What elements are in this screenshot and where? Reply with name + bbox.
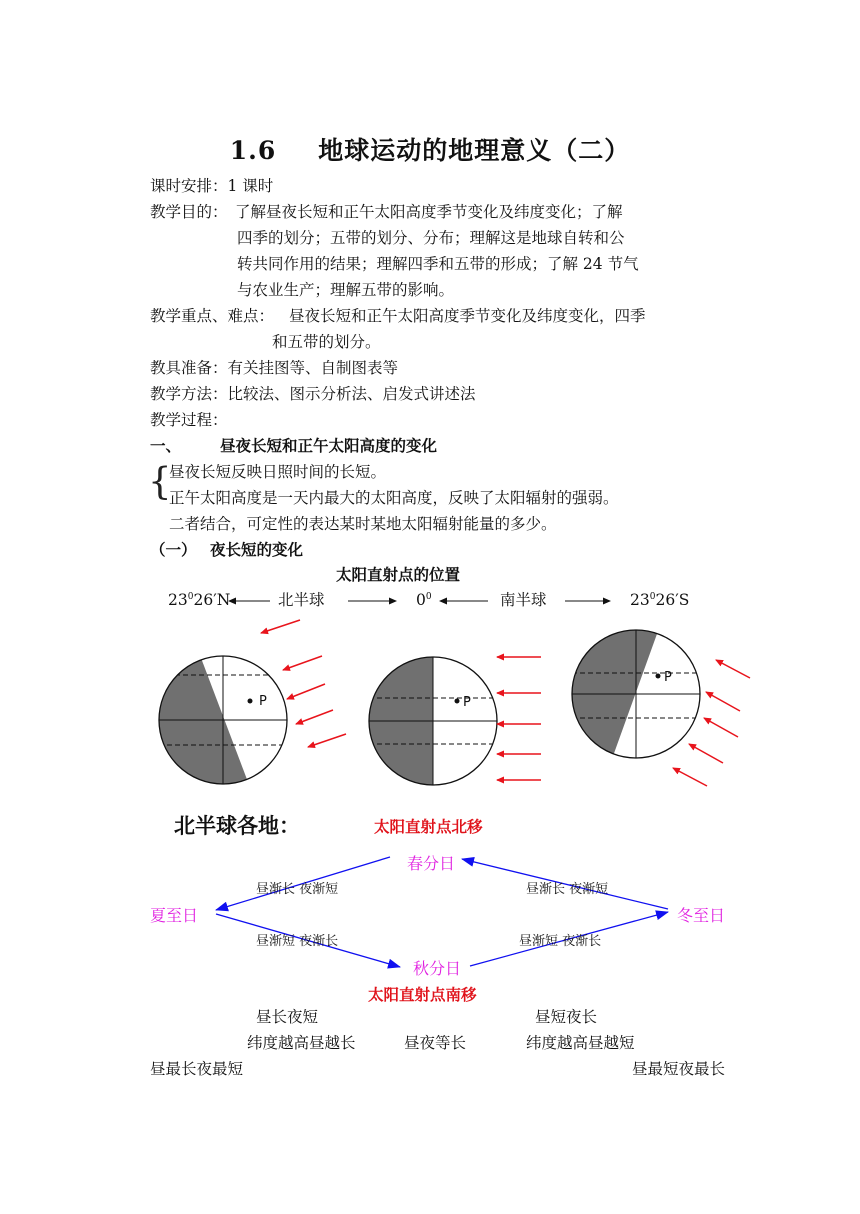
higher-latitude-longer-day: 纬度越高昼越长 <box>247 1034 356 1052</box>
point-p-globe2: P <box>463 695 471 710</box>
shortest-day-longest-night: 昼最短夜最长 <box>632 1060 726 1078</box>
sun-moves-north: 太阳直射点北移 <box>374 818 483 836</box>
sun-rays-equinox <box>497 657 541 780</box>
methods-line: 教学方法：比较法、图示分析法、启发式讲述法 <box>150 385 476 403</box>
objectives-line-4: 与农业生产；理解五带的影响。 <box>237 281 455 299</box>
brace-item-2: 正午太阳高度是一天内最大的太阳高度，反映了太阳辐射的强弱。 <box>169 489 619 507</box>
long-day-short-night: 昼长夜短 <box>256 1008 319 1026</box>
objectives-line-3: 转共同作用的结果；理解四季和五带的形成；了解 24 节气 <box>237 255 639 273</box>
autumn-to-winter-label: 昼渐短 夜渐长 <box>519 934 602 949</box>
sun-rays-winter <box>673 660 750 786</box>
northern-hemisphere-heading: 北半球各地： <box>174 814 300 838</box>
autumn-equinox: 秋分日 <box>413 959 462 978</box>
south-latitude: $23^026'S$ <box>630 591 690 609</box>
globe-equinox <box>369 657 497 785</box>
focus-label: 教学重点、难点： <box>150 307 275 325</box>
subsection1-heading: 夜长短的变化 <box>210 541 304 559</box>
focus-line-2: 和五带的划分。 <box>272 333 381 351</box>
equal-day-night: 昼夜等长 <box>404 1034 467 1052</box>
objectives-line-1: 了解昼夜长短和正午太阳高度季节变化及纬度变化；了解 <box>235 203 623 221</box>
section1-heading: 昼夜长短和正午太阳高度的变化 <box>220 437 438 455</box>
summer-to-spring-label: 昼渐长 夜渐短 <box>256 882 339 897</box>
north-latitude: $23^026'N$ <box>168 591 231 609</box>
north-hemisphere-label: 北半球 <box>278 591 325 609</box>
objectives-label: 教学目的： <box>150 203 228 221</box>
winter-solstice: 冬至日 <box>677 906 726 925</box>
globe-summer-solstice <box>150 650 287 790</box>
title-number: 1.6 <box>229 136 277 165</box>
section1-summary: 二者结合，可定性的表达某时某地太阳辐射能量的多少。 <box>169 515 557 533</box>
point-p-globe1: P <box>259 694 267 709</box>
focus-line-1: 昼夜长短和正午太阳高度季节变化及纬度变化，四季 <box>289 307 646 325</box>
brace-item-1: 昼夜长短反映日照时间的长短。 <box>169 463 387 481</box>
subsection1-marker: （一） <box>150 541 197 559</box>
globe-winter-solstice <box>560 620 700 770</box>
south-hemisphere-label: 南半球 <box>500 591 547 609</box>
sun-rays-summer <box>261 620 346 747</box>
short-day-long-night: 昼短夜长 <box>535 1008 598 1026</box>
sun-moves-south: 太阳直射点南移 <box>368 986 477 1004</box>
higher-latitude-shorter-day: 纬度越高昼越短 <box>526 1034 635 1052</box>
spring-to-winter-label: 昼渐长 夜渐短 <box>526 882 609 897</box>
brace: { <box>148 460 172 503</box>
longest-day-shortest-night: 昼最长夜最短 <box>150 1060 244 1078</box>
process-line: 教学过程： <box>150 411 228 429</box>
equator-label: $0^0$ <box>416 591 432 609</box>
schedule-line: 课时安排：1 课时 <box>150 177 274 195</box>
tools-line: 教具准备：有关挂图等、自制图表等 <box>150 359 399 377</box>
spring-equinox: 春分日 <box>407 854 456 873</box>
diagram-caption: 太阳直射点的位置 <box>336 566 461 584</box>
summer-to-autumn-label: 昼渐短 夜渐长 <box>256 934 339 949</box>
section1-marker: 一、 <box>150 437 182 455</box>
summer-solstice: 夏至日 <box>150 906 199 925</box>
objectives-line-2: 四季的划分；五带的划分、分布；理解这是地球自转和公 <box>237 229 625 247</box>
title-text: 地球运动的地理意义（二） <box>318 136 631 165</box>
point-p-globe3: P <box>664 670 672 685</box>
